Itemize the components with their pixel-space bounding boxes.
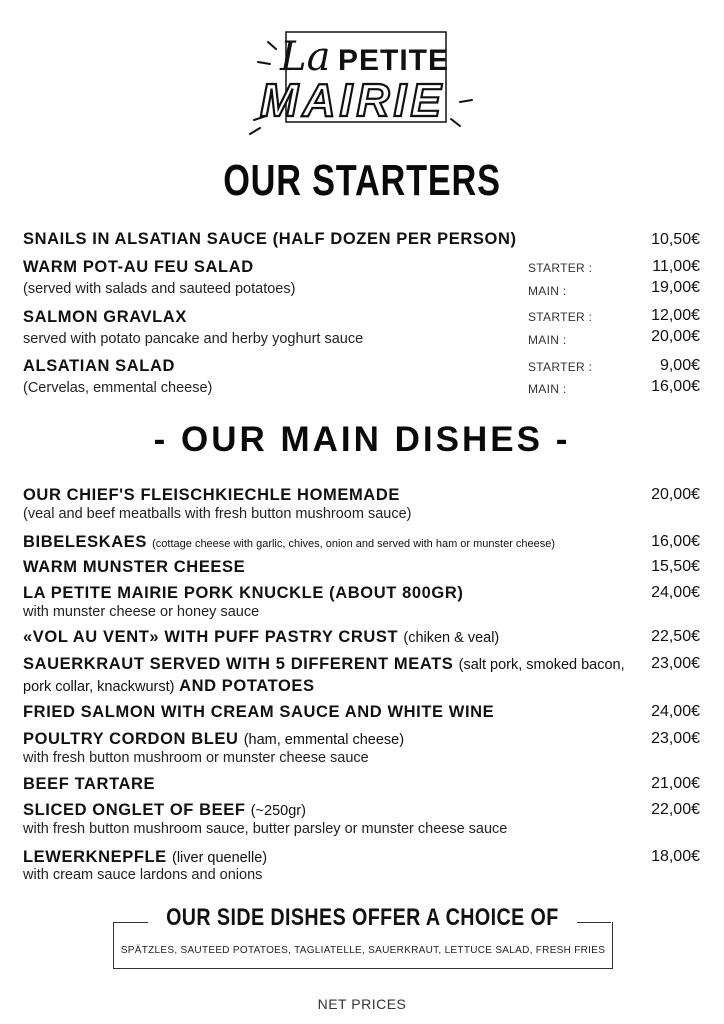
main-item-desc: with fresh button mushroom sauce, butter parsley or munster cheese sauce [23, 821, 508, 837]
logo-word-mairie: MAIRIE [260, 74, 445, 126]
starter-item-name: SALMON GRAVLAX [23, 308, 187, 326]
main-item-name [23, 655, 625, 674]
main-item-note: (~250gr) [250, 803, 306, 819]
main-item-name: OUR CHIEF'S FLEISCHKIECHLE HOMEMADE [23, 486, 400, 504]
main-item-title: SAUERKRAUT SERVED WITH 5 DIFFERENT MEATS [23, 655, 454, 673]
main-price: 20,00€ [651, 328, 700, 345]
main-label: MAIN : [528, 382, 567, 396]
main-item-desc: with munster cheese or honey sauce [23, 604, 260, 620]
starter-price: 11,00€ [652, 258, 700, 275]
starter-item-name: ALSATIAN SALAD [23, 357, 176, 375]
main-item-price: 21,00€ [651, 775, 700, 792]
starter-item-desc: (Cervelas, emmental cheese) [23, 380, 213, 396]
main-item-price: 23,00€ [651, 730, 700, 747]
starter-item-desc: (served with salads and sauteed potatoes) [23, 281, 296, 297]
main-item-title: LEWERKNEPFLE [23, 848, 167, 866]
main-item-price: 22,00€ [651, 801, 700, 818]
main-price: 16,00€ [651, 378, 700, 395]
side-dishes-title [0, 904, 724, 932]
main-item-name-cont [23, 677, 315, 696]
starter-item-name: SNAILS IN ALSATIAN SAUCE (HALF DOZEN PER PERSON) [23, 230, 517, 248]
main-item-name: LA PETITE MAIRIE PORK KNUCKLE (ABOUT 800GR) [23, 584, 464, 602]
starter-item-desc: served with potato pancake and herby yoghurt sauce [23, 331, 364, 347]
starter-label: STARTER : [528, 310, 593, 324]
main-item-desc: (veal and beef meatballs with fresh button mushroom sauce) [23, 506, 412, 522]
main-item-name [23, 801, 306, 820]
main-item-name: BEEF TARTARE [23, 775, 156, 793]
main-item-name [23, 628, 499, 647]
main-item-title: POULTRY CORDON BLEU [23, 730, 239, 748]
main-item-price: 15,50€ [651, 558, 700, 575]
main-item-note: (ham, emmental cheese) [243, 732, 405, 748]
side-dishes-list: SPÄTZLES, SAUTEED POTATOES, TAGLIATELLE, SAUERKRAUT, LETTUCE SALAD, FRESH FRIES [120, 945, 606, 956]
main-item-title: SLICED ONGLET OF BEEF [23, 801, 246, 819]
main-label: MAIN : [528, 333, 567, 347]
main-item-name [23, 533, 555, 552]
main-item-title: BIBELESKAES [23, 533, 147, 551]
main-item-note: (chiken & veal) [403, 630, 500, 646]
main-item-price: 18,00€ [651, 848, 700, 865]
side-dishes-title-text: OUR SIDE DISHES OFFER A CHOICE OF [148, 904, 577, 932]
net-prices-note: NET PRICES [317, 996, 407, 1012]
main-item-price: 20,00€ [651, 486, 700, 503]
starter-label: STARTER : [528, 261, 593, 275]
main-label: MAIN : [528, 284, 567, 298]
starter-price: 12,00€ [651, 307, 700, 324]
starter-price: 9,00€ [659, 357, 700, 374]
logo-script-text: La [280, 34, 331, 80]
starters-title: OUR STARTERS [223, 156, 501, 205]
main-item-desc: with fresh button mushroom or munster cheese sauce [23, 750, 369, 766]
logo-word-petite: PETITE [338, 44, 450, 77]
main-item-price: 23,00€ [651, 655, 700, 672]
main-item-note: (salt pork, smoked bacon, [458, 657, 625, 673]
starter-item-price: 10,50€ [651, 231, 700, 248]
main-item-note-cont: pork collar, knackwurst) [23, 679, 175, 695]
main-item-price: 24,00€ [651, 703, 700, 720]
main-item-note: (cottage cheese with garlic, chives, onion and served with ham or munster cheese) [152, 538, 556, 550]
starter-item-name: WARM POT-AU FEU SALAD [23, 258, 254, 276]
main-item-name: FRIED SALMON WITH CREAM SAUCE AND WHITE WINE [23, 703, 495, 721]
main-item-name [23, 730, 404, 749]
restaurant-logo [246, 24, 478, 142]
main-item-note: (liver quenelle) [171, 850, 268, 866]
main-price: 19,00€ [651, 279, 700, 296]
main-item-price: 24,00€ [651, 584, 700, 601]
main-item-name: WARM MUNSTER CHEESE [23, 558, 246, 576]
main-item-name [23, 848, 267, 867]
main-item-desc: with cream sauce lardons and onions [23, 867, 263, 883]
main-item-price: 16,00€ [651, 533, 700, 550]
starter-label: STARTER : [528, 360, 593, 374]
main-item-title: «VOL AU VENT» WITH PUFF PASTRY CRUST [23, 628, 399, 646]
main-item-price: 22,50€ [651, 628, 700, 645]
main-item-title-cont: AND POTATOES [179, 677, 315, 695]
mains-title: - OUR MAIN DISHES - [153, 420, 571, 459]
